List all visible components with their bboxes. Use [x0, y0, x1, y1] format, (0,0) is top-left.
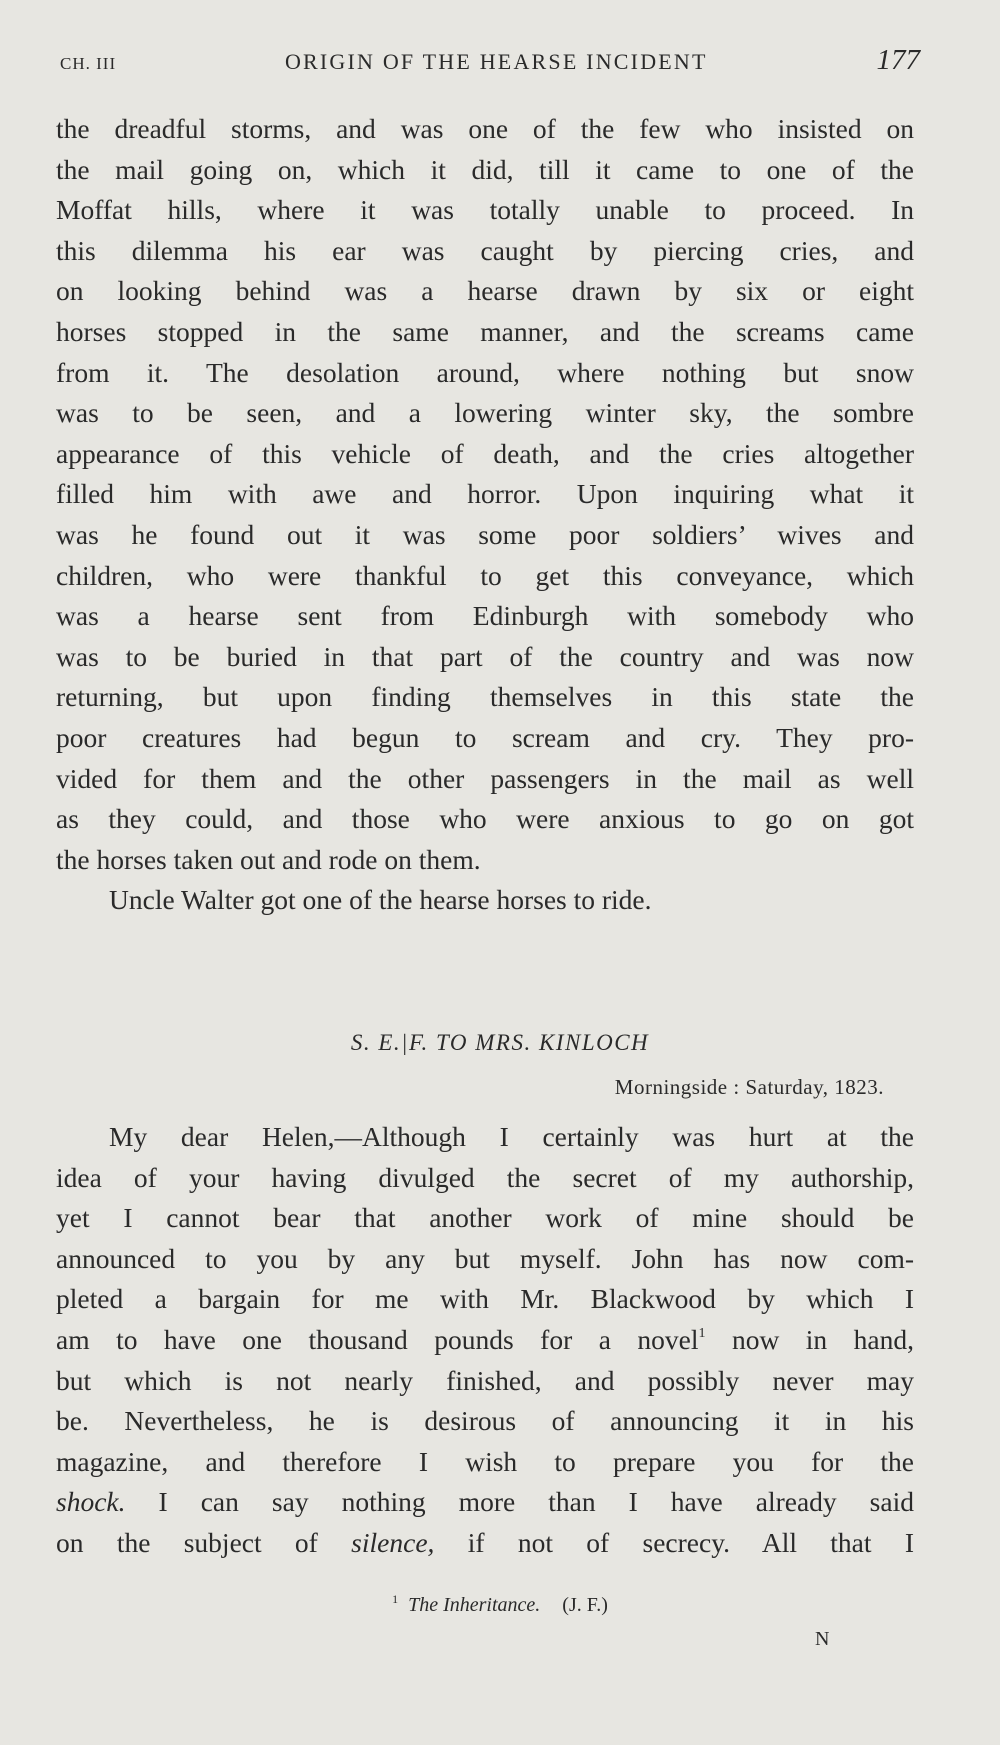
- text-line: but which is not nearly finished, and possibly never may: [56, 1364, 914, 1396]
- text-line: the mail going on, which it did, till it came to one of the: [56, 153, 914, 185]
- text-line: was to be buried in that part of the country and was now: [56, 640, 914, 672]
- text-run: am to have one thousand pounds for a novel: [56, 1323, 699, 1355]
- text-line: the horses taken out and rode on them.: [56, 843, 481, 875]
- text-line: [56, 1523, 914, 1564]
- text-line: magazine, and therefore I wish to prepare you for the: [56, 1445, 914, 1477]
- footnote-reference: 1: [698, 1325, 706, 1341]
- footnote: [0, 1592, 1000, 1617]
- text-line: vided for them and the other passengers in the mail as well: [56, 762, 914, 794]
- text-line: on looking behind was a hearse drawn by six or eight: [56, 275, 914, 307]
- text-line: from it. The desolation around, where nothing but snow: [56, 356, 914, 388]
- chapter-label: CH. III: [60, 54, 117, 73]
- running-title: ORIGIN OF THE HEARSE INCIDENT: [284, 49, 708, 74]
- text-line: the dreadful storms, and was one of the few who insisted on: [56, 113, 914, 144]
- closing-line: Uncle Walter got one of the hearse horses to ride.: [109, 884, 652, 916]
- running-head: [60, 44, 920, 84]
- text-line: Moffat hills, where it was totally unable to proceed. In: [56, 194, 914, 226]
- text-line: filled him with awe and horror. Upon inquiring what it: [56, 478, 914, 510]
- letter-heading: S. E.|F. TO MRS. KINLOCH: [350, 1030, 650, 1055]
- text-line: as they could, and those who were anxious to go on got: [56, 803, 914, 835]
- text-line: be. Nevertheless, he is desirous of announcing it in his: [56, 1405, 914, 1437]
- footnote-attribution: (J. F.): [562, 1594, 608, 1616]
- text-line: was a hearse sent from Edinburgh with somebody who: [56, 600, 914, 632]
- text-run: on the subject of: [56, 1526, 352, 1558]
- text-line: returning, but upon finding themselves in this state the: [56, 681, 914, 713]
- text-line: was he found out it was some poor soldiers’ wives and: [56, 518, 914, 550]
- text-line: this dilemma his ear was caught by piercing cries, and: [56, 234, 914, 266]
- text-line: children, who were thankful to get this conveyance, which: [56, 559, 914, 591]
- italic-word: shock.: [56, 1486, 126, 1518]
- text-line: was to be seen, and a lowering winter sky, the sombre: [56, 397, 914, 429]
- text-run: I can say nothing more than I have already said: [125, 1486, 914, 1518]
- letter-body: [56, 1117, 914, 1564]
- text-line: idea of your having divulged the secret of my authorship,: [56, 1161, 914, 1193]
- text-line: yet I cannot bear that another work of mine should be: [56, 1202, 914, 1234]
- text-line: appearance of this vehicle of death, and the cries altogether: [56, 437, 914, 469]
- page-number: 177: [876, 44, 920, 76]
- text-run: now in hand,: [705, 1323, 914, 1355]
- text-line: horses stopped in the same manner, and the screams came: [56, 315, 914, 347]
- text-run: if not of secrecy. All that I: [434, 1526, 914, 1558]
- footnote-marker: 1: [392, 1592, 399, 1606]
- text-line: poor creatures had begun to scream and cry. They pro-: [56, 721, 914, 753]
- footnote-title: The Inheritance.: [408, 1594, 541, 1616]
- text-line: announced to you by any but myself. John has now com-: [56, 1242, 914, 1274]
- text-line: [56, 1482, 914, 1523]
- text-line: My dear Helen,—Although I certainly was hurt at the: [109, 1121, 914, 1152]
- letter-dateline: Morningside : Saturday, 1823.: [614, 1075, 884, 1099]
- text-line: [56, 1320, 914, 1361]
- italic-word: silence,: [351, 1526, 435, 1558]
- text-line: pleted a bargain for me with Mr. Blackwood by which I: [56, 1283, 914, 1315]
- narrative-paragraph: [56, 109, 914, 921]
- signature-mark: N: [815, 1628, 830, 1650]
